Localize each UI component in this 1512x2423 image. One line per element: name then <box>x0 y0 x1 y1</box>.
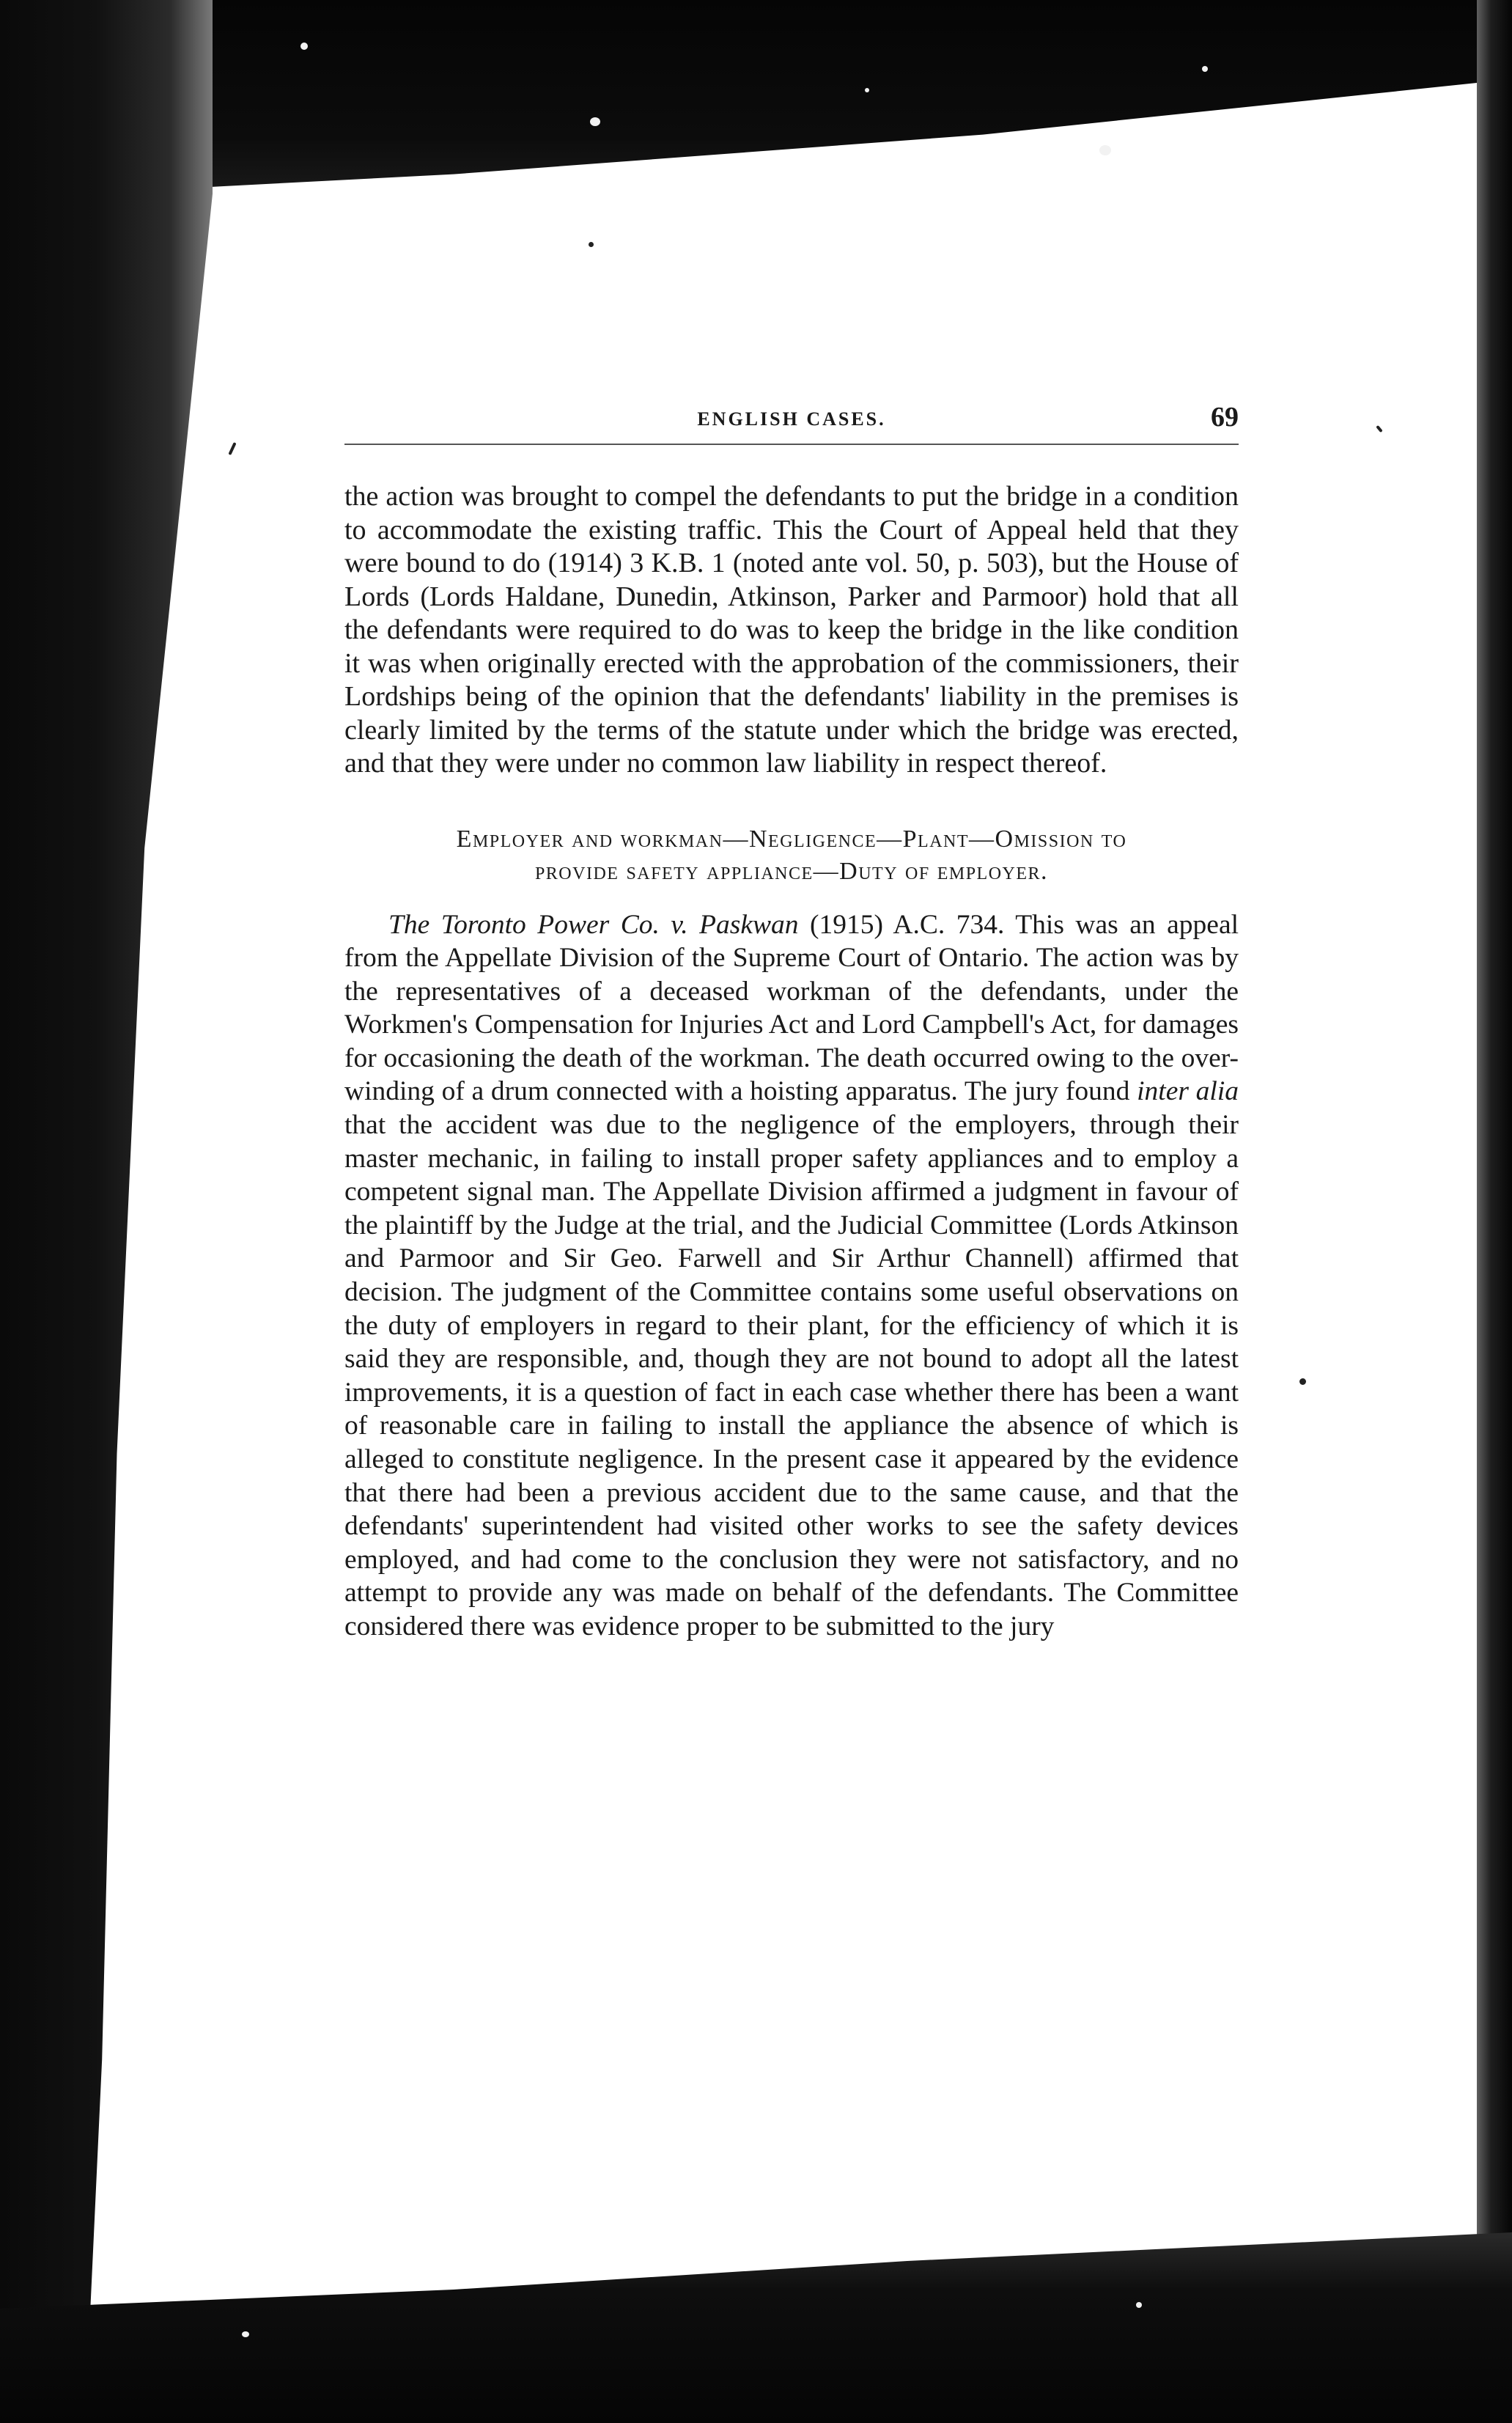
document-page <box>344 400 1239 1644</box>
scan-speckle <box>300 43 308 50</box>
section-heading-line-2: provide safety appliance—Duty of employer. <box>534 857 1049 885</box>
scan-dust <box>228 442 236 455</box>
case-citation-name: The Toronto Power Co. v. Paskwan <box>388 909 799 940</box>
running-head <box>344 400 1239 445</box>
case-paragraph <box>344 908 1239 1644</box>
scan-dust <box>589 242 594 247</box>
page-number: 69 <box>1211 402 1239 433</box>
scan-speckle <box>242 2331 249 2337</box>
scan-speckle <box>1136 2302 1142 2308</box>
scan-speckle <box>865 88 869 92</box>
running-title: ENGLISH CASES. <box>697 408 886 430</box>
scan-speckle <box>1099 145 1111 155</box>
scan-speckle <box>1202 66 1208 72</box>
scan-border-right <box>1477 0 1512 2423</box>
case-text-part-1: This was an appeal from the Appellate Division of the Supreme Court of Ontario. The action was by the representatives of a deceased workman of the defendants, under the Workmen's Compensation for Injuries Act and Lord Campbell's Act, for damages for occasioning the death of the workman. The death occurred owing to the over-winding of a drum connected with a hoisting apparatus. The jury found <box>344 909 1239 1107</box>
continuation-paragraph: the action was brought to compel the defendants to put the bridge in a condition to accommodate the existing traffic. This the Court of Appeal held that they were bound to do (1914) 3 K.B. 1 (noted ante vol. 50, p. 503), but the House of Lords (Lords Haldane, Dunedin, Atkinson, Parker and Parmoor) hold that all the defendants were required to do was to keep the bridge in the like condition it was when originally erected with the approbation of the commissioners, their Lordships being of the opinion that the defendants' liability in the premises is clearly limited by the terms of the statute under which the bridge was erected, and that they were under no common law liability in respect thereof. <box>344 481 1239 779</box>
section-heading <box>344 823 1239 888</box>
scan-border-left <box>0 0 213 2423</box>
scan-border-top <box>0 0 1512 198</box>
scan-dust <box>1299 1378 1306 1385</box>
case-citation-reference: (1915) A.C. 734. <box>798 909 1016 940</box>
scan-border-bottom <box>0 2232 1512 2423</box>
case-text-part-2: that the accident was due to the negligence of the employers, through their master mechanic, in failing to install proper safety appliances and to employ a competent signal man. The Appellate Division affirmed a judgment in favour of the plaintiff by the Judge at the trial, and the Judicial Committee (Lords Atkinson and Parmoor and Sir Geo. Farwell and Sir Arthur Channell) affirmed that decision. The judgment of the Committee contains some useful observations on the duty of employers in regard to their plant, for the efficiency of which it is said they are responsible, and, though they are not bound to adopt all the latest improvements, it is a question of fact in each case whether there has been a want of reasonable care in failing to install the appliance the absence of which is alleged to constitute negligence. In the present case it appeared by the evidence that there had been a previous accident due to the same cause, and that the defendants' superintendent had visited other works to see the safety devices employed, and had come to the conclusion they were not satisfactory, and no attempt to provide any was made on behalf of the defendants. The Committee considered there was evidence proper to be submitted to the jury <box>344 1110 1239 1641</box>
scan-speckle <box>590 117 600 126</box>
inter-alia-phrase: inter alia <box>1137 1076 1239 1107</box>
scan-dust <box>1376 425 1382 433</box>
section-heading-line-1: Employer and workman—Negligence—Plant—Omission to <box>456 825 1127 853</box>
